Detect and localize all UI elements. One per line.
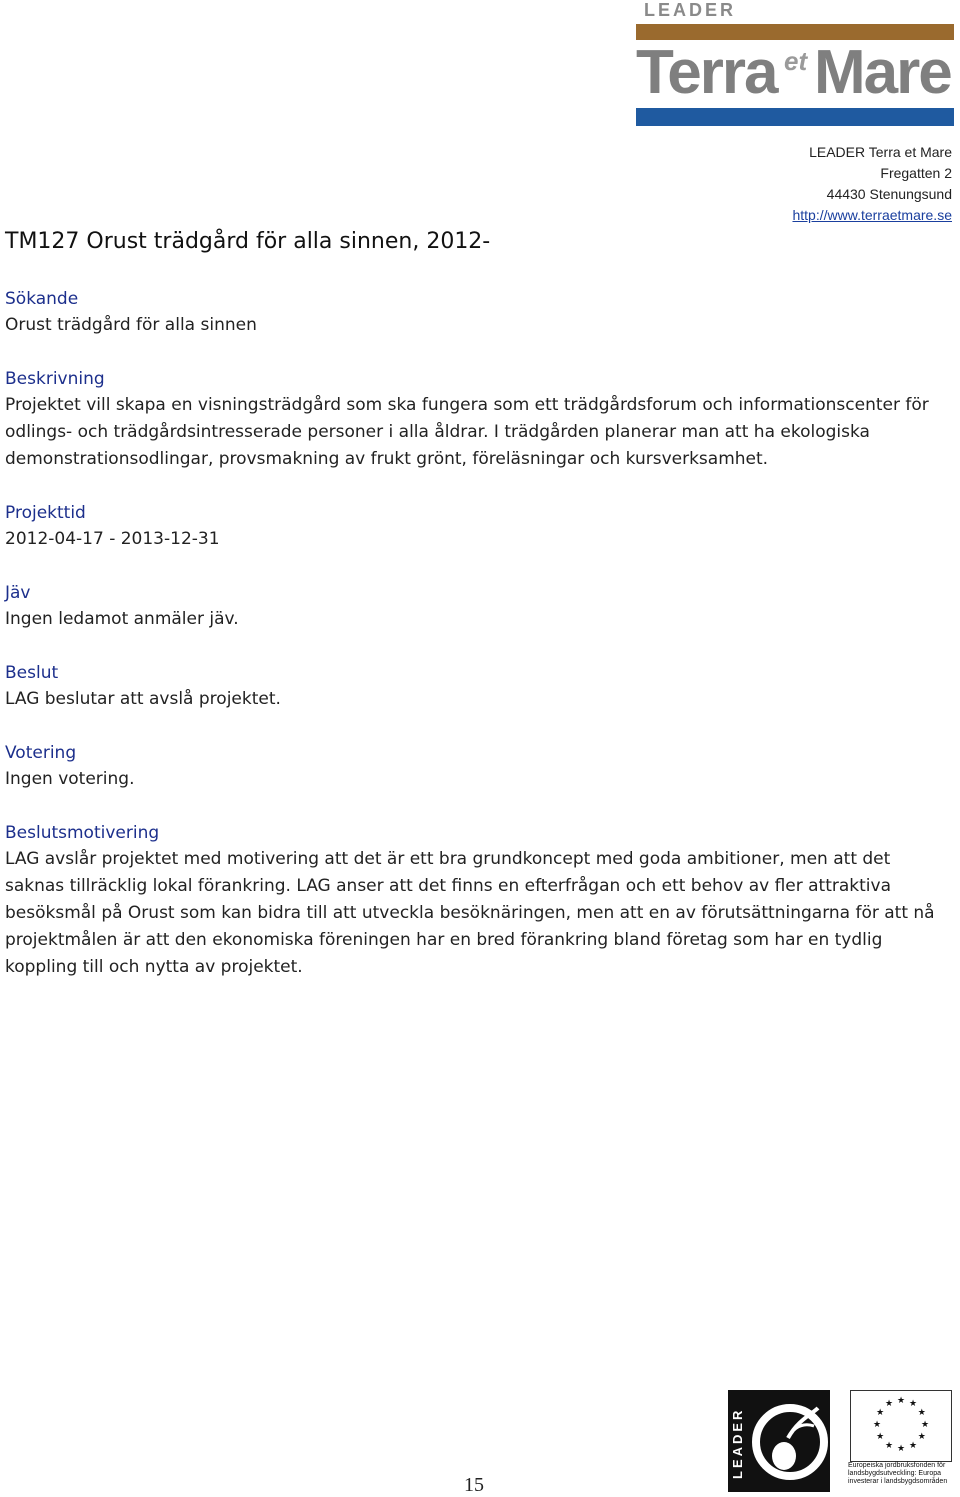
leader-logo bbox=[728, 1390, 830, 1492]
document-title: TM127 Orust trädgård för alla sinnen, 2012- bbox=[5, 229, 491, 254]
logo-word-et: et bbox=[784, 46, 808, 76]
address-block bbox=[792, 142, 952, 226]
eu-logo bbox=[846, 1390, 952, 1496]
eu-star-icon: ★ bbox=[908, 1399, 918, 1410]
eu-star-icon: ★ bbox=[917, 1408, 926, 1418]
leader-logo-text: LEADER bbox=[730, 1407, 745, 1479]
terra-et-mare-logo bbox=[636, 0, 954, 128]
section-text: LAG avslår projektet med motivering att det är ett bra grundkoncept med goda ambitioner, men att det saknas tillräcklig lokal förankring. LAG anser att det finns en efterfrågan och ett behov av fler attraktiva besöksmål på Orust som kan bidra till att utveckla besöknäringen, men att en av förutsättningarna för att nå projektmålen är att den ekonomiska föreningen har en bred förankring bland företag som har en tydlig koppling till och nytta av projektet. bbox=[5, 849, 935, 977]
section-label: Votering bbox=[5, 743, 77, 763]
eu-star-icon: ★ bbox=[908, 1440, 918, 1451]
eu-star-icon: ★ bbox=[876, 1432, 885, 1442]
section-label: Beslutsmotivering bbox=[5, 823, 160, 843]
leader-emblem-icon bbox=[728, 1390, 830, 1492]
section-votering bbox=[5, 740, 953, 793]
eu-star-icon: ★ bbox=[876, 1408, 885, 1418]
section-text: Projektet vill skapa en visningsträdgård som ska fungera som ett trädgårdsforum och informationscenter för odlings- och trädgårdsintresserade personer i alla åldrar. I trädgården planerar man att ha ekologiska demonstrationsodlingar, provsmakning av frukt grönt, föreläsningar och kursverksamhet. bbox=[5, 395, 929, 469]
section-label: Beslut bbox=[5, 663, 59, 683]
eu-star-icon: ★ bbox=[917, 1432, 926, 1442]
logo-word-terra: Terra bbox=[636, 38, 777, 107]
document-body bbox=[5, 286, 953, 1008]
eu-stars-icon bbox=[851, 1391, 951, 1461]
section-text: Ingen votering. bbox=[5, 769, 135, 789]
section-label: Sökande bbox=[5, 289, 79, 309]
eu-star-icon: ★ bbox=[896, 1444, 906, 1454]
section-projekttid bbox=[5, 500, 953, 553]
section-beslut bbox=[5, 660, 953, 713]
logo-wordmark bbox=[636, 38, 954, 108]
address-postal: 44430 Stenungsund bbox=[826, 186, 952, 202]
logo-blue-stripe bbox=[636, 108, 954, 126]
eu-caption: Europeiska jordbruksfonden för landsbygdsutveckling: Europa investerar i landsbygdsområden bbox=[848, 1462, 948, 1485]
logo-word-mare: Mare bbox=[814, 38, 951, 107]
page-number: 15 bbox=[464, 1474, 484, 1496]
eu-star-icon: ★ bbox=[872, 1420, 882, 1430]
website-link[interactable]: http://www.terraetmare.se bbox=[792, 207, 952, 223]
eu-star-icon: ★ bbox=[884, 1399, 894, 1410]
eu-star-icon: ★ bbox=[884, 1440, 894, 1451]
logo-top-text: LEADER bbox=[644, 0, 737, 20]
section-sokande bbox=[5, 286, 953, 339]
address-name: LEADER Terra et Mare bbox=[809, 144, 952, 160]
section-label: Projekttid bbox=[5, 503, 86, 523]
section-label: Jäv bbox=[5, 583, 31, 603]
section-jav bbox=[5, 580, 953, 633]
eu-flag bbox=[850, 1390, 952, 1462]
section-label: Beskrivning bbox=[5, 369, 105, 389]
section-beskrivning bbox=[5, 366, 953, 473]
section-text: 2012-04-17 - 2013-12-31 bbox=[5, 529, 220, 549]
eu-star-icon: ★ bbox=[920, 1420, 930, 1430]
section-text: LAG beslutar att avslå projektet. bbox=[5, 689, 281, 709]
address-street: Fregatten 2 bbox=[880, 165, 952, 181]
section-beslutsmotivering bbox=[5, 820, 953, 981]
eu-star-icon: ★ bbox=[896, 1396, 906, 1406]
section-text: Orust trädgård för alla sinnen bbox=[5, 315, 257, 335]
section-text: Ingen ledamot anmäler jäv. bbox=[5, 609, 239, 629]
